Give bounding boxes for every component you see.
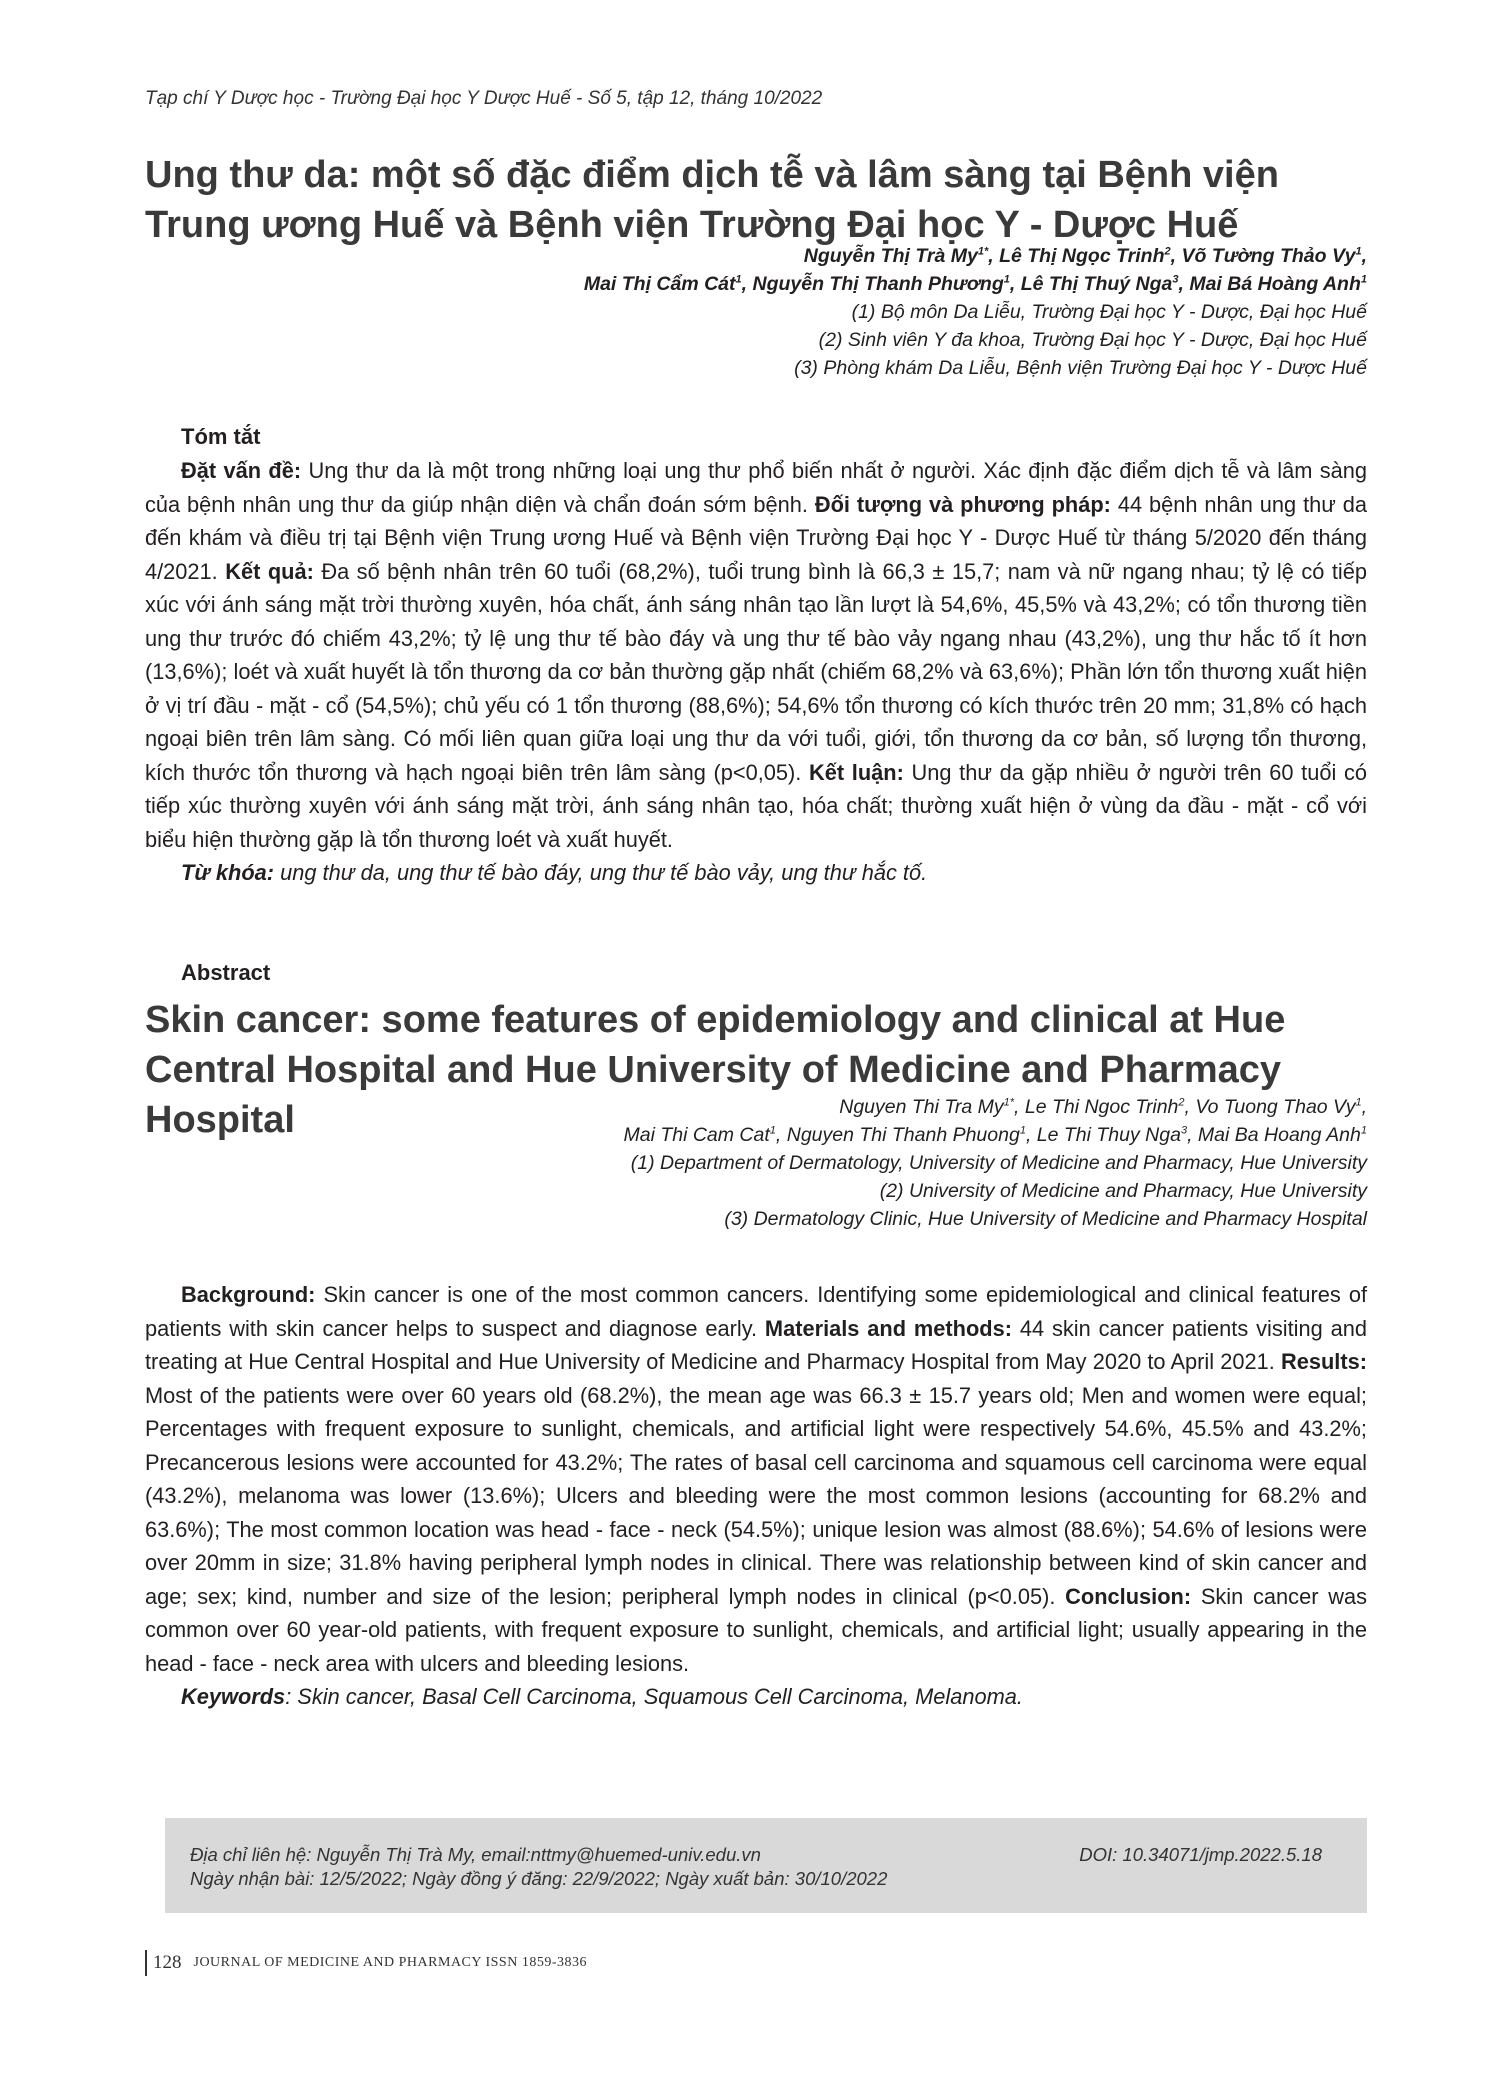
text-methods-vi: 44 bệnh nhân ung thư da đến khám và điều trị tại Bệnh viện Trung ương Huế và Bệnh viện Trường Đại học Y - Dược Huế từ tháng 5/2020 đến tháng 4/2021. [145, 491, 1368, 584]
abstract-vietnamese [145, 454, 1367, 890]
text-methods-en: 44 skin cancer patients visiting and treating at Hue Central Hospital and Hue University of Medicine and Pharmacy Hospital from May 2020 to April 2021. [145, 1315, 1367, 1374]
label-background-en: Background: [181, 1282, 316, 1307]
text-background-vi: Ung thư da là một trong những loại ung thư phổ biến nhất ở người. Xác định đặc điểm dịch tễ và lâm sàng của bệnh nhân ung thư da giúp nhận diện và chẩn đoán sớm bệnh. [145, 458, 1367, 517]
text-keywords-vi: ung thư da, ung thư tế bào đáy, ung thư tế bào vảy, ung thư hắc tố. [274, 860, 928, 885]
author-sup: 1 [1019, 1124, 1026, 1137]
authors-vietnamese [584, 242, 1367, 382]
author-name: Nguyen Thi Thanh Phuong [786, 1124, 1020, 1146]
author-name: Võ Tường Thảo Vy [1181, 245, 1356, 267]
text-background-en: Skin cancer is one of the most common cancers. Identifying some epidemiological and clinical features of patients with skin cancer helps to suspect and diagnose early. [145, 1282, 1367, 1341]
affiliation: (1) Bộ môn Da Liễu, Trường Đại học Y - Dược, Đại học Huế [851, 301, 1367, 323]
author-name: Mai Bá Hoàng Anh [1189, 273, 1361, 295]
author-name: Nguyen Thi Tra My [839, 1096, 1004, 1118]
title-vietnamese: Ung thư da: một số đặc điểm dịch tễ và lâm sàng tại Bệnh viện Trung ương Huế và Bệnh viện Trường Đại học Y - Dược Huế [145, 154, 1279, 246]
author-name: Mai Ba Hoang Anh [1197, 1124, 1361, 1146]
affiliation: (2) University of Medicine and Pharmacy, Hue University [879, 1180, 1367, 1202]
section-label-tom-tat: Tóm tắt [181, 424, 261, 449]
author-sup: 1 [735, 273, 742, 286]
author-name: Mai Thi Cam Cat [623, 1124, 770, 1146]
authors-en-line-1: Nguyen Thi Tra $My^{1*}$, Le Thi Ngoc Trinh$^2$, Vo Tuong Thao Vy$^1$, [839, 1096, 1367, 1118]
page-number: 128 [153, 1952, 182, 1973]
title-english: Skin cancer: some features of epidemiology and clinical at Hue Central Hospital and Hue University of Medicine and Pharmacy Hospital [145, 999, 1286, 1141]
author-name: Lê Thị Ngọc Trinh [999, 245, 1165, 267]
keywords-vi [145, 856, 1367, 890]
text-conclusion-en: Skin cancer was common over 60 year-old patients, with frequent exposure to sunlight, chemicals, and artificial light; usually appearing in the head - face - neck area with ulcers and bleeding lesions. [145, 1583, 1367, 1676]
text-conclusion-vi: Ung thư da gặp nhiều ở người trên 60 tuổi có tiếp xúc thường xuyên với ánh sáng mặt trời, ánh sáng nhân tạo, hóa chất; thường xuất hiện ở vùng da đầu - mặt - cổ với biểu hiện thường gặp là tổn thương loét và xuất huyết. [145, 759, 1367, 852]
contact-address: Địa chỉ liên hệ: Nguyễn Thị Trà My, email:nttmy@huemed-univ.edu.vn [190, 1844, 761, 1865]
author-name: Le Thi Thuy Nga [1036, 1124, 1181, 1146]
label-results-en: Results: [1281, 1349, 1367, 1374]
label-methods-en: Materials and methods: [764, 1315, 1012, 1341]
author-name: Mai Thị Cẩm Cát [583, 273, 736, 295]
author-sup: 2 [1178, 1096, 1185, 1109]
label-conclusion-vi: Kết luận: [809, 759, 904, 785]
keywords-en [145, 1680, 1367, 1714]
author-sup: 3 [1172, 273, 1179, 286]
author-name: Lê Thị Thuý Nga [1020, 273, 1173, 295]
label-background-vi: Đặt vấn đề: [181, 458, 302, 483]
text-keywords-en: : Skin cancer, Basal Cell Carcinoma, Squamous Cell Carcinoma, Melanoma. [285, 1684, 1023, 1709]
contact-info-box [165, 1818, 1367, 1913]
author-sup: 1 [1003, 273, 1010, 286]
authors-vi-line-1: Nguyễn Thị Trà $My^{1*}$, Lê Thị Ngọc Trinh$^2$, Võ Tường Thảo Vy$^1$, [803, 245, 1367, 267]
affiliation: (3) Dermatology Clinic, Hue University of Medicine and Pharmacy Hospital [724, 1208, 1367, 1230]
label-conclusion-en: Conclusion: [1065, 1583, 1192, 1609]
author-sup: 1 [1355, 245, 1362, 258]
author-sup: 1* [1003, 1096, 1015, 1109]
text-results-vi: Đa số bệnh nhân trên 60 tuổi (68,2%), tuổi trung bình là 66,3 ± 15,7; nam và nữ ngang nhau; tỷ lệ có tiếp xúc với ánh sáng mặt trời thường xuyên, hóa chất, ánh sáng nhân tạo lần lượt là 54,6%, 45,5% và 43,2%; có tổn thương tiền ung thư trước đó chiếm 43,2%; tỷ lệ ung thư tế bào đáy và ung thư tế bào vảy ngang nhau (43,2%), ung thư hắc tố ít hơn (13,6%); loét và xuất huyết là tổn thương da cơ bản thường gặp nhất (chiếm 68,2% và 63,6%); Phần lớn tổn thương xuất hiện ở vị trí đầu - mặt - cổ (54,5%); chủ yếu có 1 tổn thương (88,6%); 54,6% tổn thương có kích thước trên 20 mm; 31,8% có hạch ngoại biên trên lâm sàng. Có mối liên quan giữa loại ung thư da với tuổi, giới, tổn thương da cơ bản, số lượng tổn thương, kích thước tổn thương và hạch ngoại biên trên lâm sàng (p<0,05). [145, 558, 1368, 785]
authors-en-line-2: Mai Thi Cam Cat$^1$, Nguyen Thi Thanh Phuong$^1$, Le Thi Thuy Nga$^3$, Mai Ba Hoang Anh$^1$ [623, 1124, 1367, 1146]
affiliation: (3) Phòng khám Da Liễu, Bệnh viện Trường Đại học Y - Dược Huế [794, 357, 1367, 379]
page-footer [145, 1950, 587, 1976]
footer-journal-name: JOURNAL OF MEDICINE AND PHARMACY ISSN 1859-3836 [193, 1955, 587, 1970]
author-name: Le Thi Ngoc Trinh [1024, 1096, 1179, 1118]
affiliation: (2) Sinh viên Y đa khoa, Trường Đại học Y - Dược, Đại học Huế [818, 329, 1367, 351]
label-methods-vi: Đối tượng và phương pháp: [814, 491, 1111, 517]
authors-vi-line-2: Mai Thị Cẩm Cát$^1$, Nguyễn Thị Thanh Phương$^1$, Lê Thị Thuý Nga$^3$, Mai Bá Hoàng Anh$^1$ [583, 273, 1367, 295]
abstract-vi-paragraph [145, 454, 1367, 856]
footer-divider [145, 1950, 147, 1976]
author-name: Nguyễn Thị Thanh Phương [752, 273, 1004, 295]
author-sup: 1* [977, 245, 989, 258]
author-sup: 1 [1360, 273, 1367, 286]
section-label-abstract: Abstract [181, 960, 271, 985]
author-sup: 2 [1164, 245, 1171, 258]
doi: DOI: 10.34071/jmp.2022.5.18 [1079, 1844, 1322, 1865]
text-results-en: Most of the patients were over 60 years old (68.2%), the mean age was 66.3 ± 15.7 years old; Men and women were equal; Percentages with frequent exposure to sunlight, chemicals, and artificial light were respectively 54.6%, 45.5% and 43.2%; Precancerous lesions were accounted for 43.2%; The rates of basal cell carcinoma and squamous cell carcinoma were equal (43.2%), melanoma was lower (13.6%); Ulcers and bleeding were the most common lesions (accounting for 68.2% and 63.6%); The most common location was head - face - neck (54.5%); unique lesion was almost (88.6%); 54.6% of lesions were over 20mm in size; 31.8% having peripheral lymph nodes in clinical. There was relationship between kind of skin cancer and age; sex; kind, number and size of the lesion; peripheral lymph nodes in clinical (p<0.05). [145, 1382, 1367, 1609]
author-sup: 3 [1180, 1124, 1188, 1137]
journal-running-header: Tạp chí Y Dược học - Trường Đại học Y Dược Huế - Số 5, tập 12, tháng 10/2022 [145, 88, 823, 109]
abstract-english [145, 1278, 1367, 1714]
author-sup: 1 [769, 1124, 776, 1137]
author-name: Vo Tuong Thao Vy [1195, 1096, 1356, 1118]
author-sup: 1 [1360, 1124, 1367, 1137]
label-keywords-en: Keywords [181, 1684, 286, 1709]
publication-dates: Ngày nhận bài: 12/5/2022; Ngày đồng ý đăng: 22/9/2022; Ngày xuất bản: 30/10/2022 [190, 1868, 888, 1889]
label-results-vi: Kết quả: [225, 558, 314, 584]
abstract-en-paragraph [145, 1278, 1367, 1680]
author-name: Nguyễn Thị Trà My [803, 245, 978, 267]
label-keywords-vi: Từ khóa: [181, 860, 275, 885]
authors-english [623, 1093, 1367, 1233]
author-sup: 1 [1355, 1096, 1362, 1109]
affiliation: (1) Department of Dermatology, University of Medicine and Pharmacy, Hue University [630, 1152, 1367, 1174]
